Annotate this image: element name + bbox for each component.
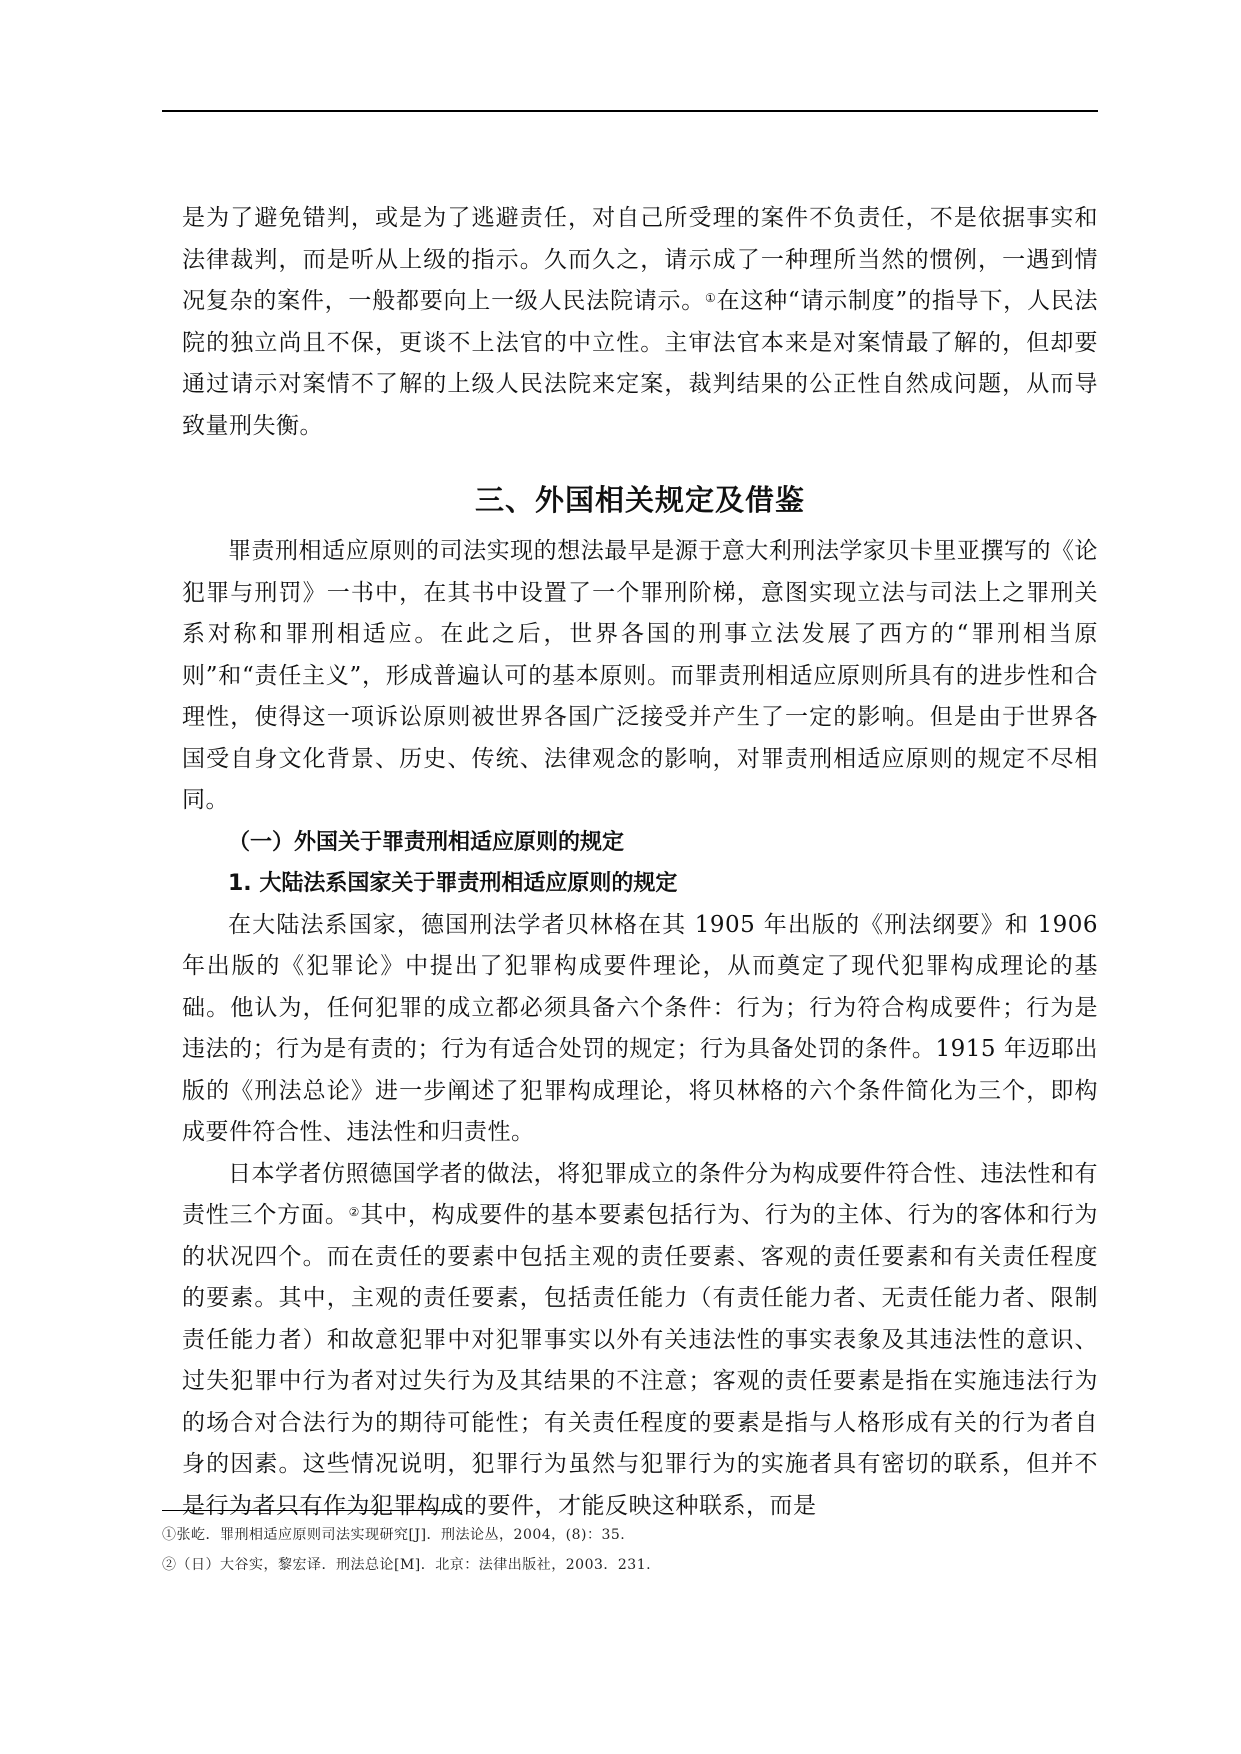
- footnote-1: ①张屹．罪刑相适应原则司法实现研究[J]．刑法论丛，2004，(8)：35.: [162, 1527, 626, 1543]
- paragraph-intro-part2: 在这种“请示制度”的指导下，人民法院的独立尚且不保，更谈不上法官的中立性。主审法官本来是对案情最了解的，但却要通过请示对案情不了解的上级人民法院来定案，裁判结果的公正性自然成问题，从而导致量刑失衡。: [182, 288, 1099, 439]
- paragraph-section-intro: 罪责刑相适应原则的司法实现的想法最早是源于意大利刑法学家贝卡里亚撰写的《论犯罪与刑罚》一书中，在其书中设置了一个罪刑阶梯，意图实现立法与司法上之罪刑关系对称和罪刑相适应。在此之后，世界各国的刑事立法发展了西方的“罪刑相当原则”和“责任主义”，形成普遍认可的基本原则。而罪责刑相适应原则所具有的进步性和合理性，使得这一项诉讼原则被世界各国广泛接受并产生了一定的影响。但是由于世界各国受自身文化背景、历史、传统、法律观念的影响，对罪责刑相适应原则的规定不尽相同。: [182, 538, 1098, 813]
- header-rule: [162, 110, 1098, 112]
- paragraph-japan: [182, 1154, 1098, 1528]
- footnote-rule: [162, 1510, 462, 1511]
- footnote-ref-1[interactable]: ①: [705, 291, 717, 305]
- body-text: [182, 198, 1098, 1527]
- footnotes: [162, 1520, 1098, 1580]
- paragraph-intro-part1: 是为了避免错判，或是为了逃避责任，对自己所受理的案件不负责任，不是依据事实和法律裁判，而是听从上级的指示。久而久之，请示成了一种理所当然的惯例，一遇到情况复杂的案件，一般都要向上一级人民法院请示。: [182, 205, 1098, 314]
- footnote-ref-2[interactable]: ②: [348, 1205, 361, 1219]
- paragraph-japan-part2: 其中，构成要件的基本要素包括行为、行为的主体、行为的客体和行为的状况四个。而在责任的要素中包括主观的责任要素、客观的责任要素和有关责任程度的要素。其中，主观的责任要素，包括责任能力（有责任能力者、无责任能力者、限制责任能力者）和故意犯罪中对犯罪事实以外有关违法性的事实表象及其违法性的意识、过失犯罪中行为者对过失行为及其结果的不注意；客观的责任要素是指在实施违法行为的场合对合法行为的期待可能性；有关责任程度的要素是指与人格形成有关的行为者自身的因素。这些情况说明，犯罪行为虽然与犯罪行为的实施者具有密切的联系，但并不是行为者只有作为犯罪构成的要件，才能反映这种联系，而是: [182, 1202, 1099, 1519]
- paragraph-intro: [182, 198, 1098, 447]
- paragraph-germany: 在大陆法系国家，德国刑法学者贝林格在其 1905 年出版的《刑法纲要》和 1906 年出版的《犯罪论》中提出了犯罪构成要件理论，从而奠定了现代犯罪构成理论的基础。他认为，任何犯罪的成立都必须具备六个条件：行为；行为符合构成要件；行为是违法的；行为是有责的；行为有适合处罚的规定；行为具备处罚的条件。1915 年迈耶出版的《刑法总论》进一步阐述了犯罪构成理论，将贝林格的六个条件简化为三个，即构成要件符合性、违法性和归责性。: [182, 911, 1098, 1145]
- footnote-2: ②（日）大谷实，黎宏译．刑法总论[M]．北京：法律出版社，2003．231.: [162, 1557, 652, 1573]
- subheading-foreign-provisions: （一）外国关于罪责刑相适应原则的规定: [228, 829, 625, 855]
- subheading-continental-law: 1. 大陆法系国家关于罪责刑相适应原则的规定: [228, 871, 678, 896]
- section-title: 三、外国相关规定及借鉴: [474, 483, 805, 517]
- paragraph-japan-part1: 日本学者仿照德国学者的做法，将犯罪成立的条件分为构成要件符合性、违法性和有责性三个方面。: [182, 1160, 1098, 1228]
